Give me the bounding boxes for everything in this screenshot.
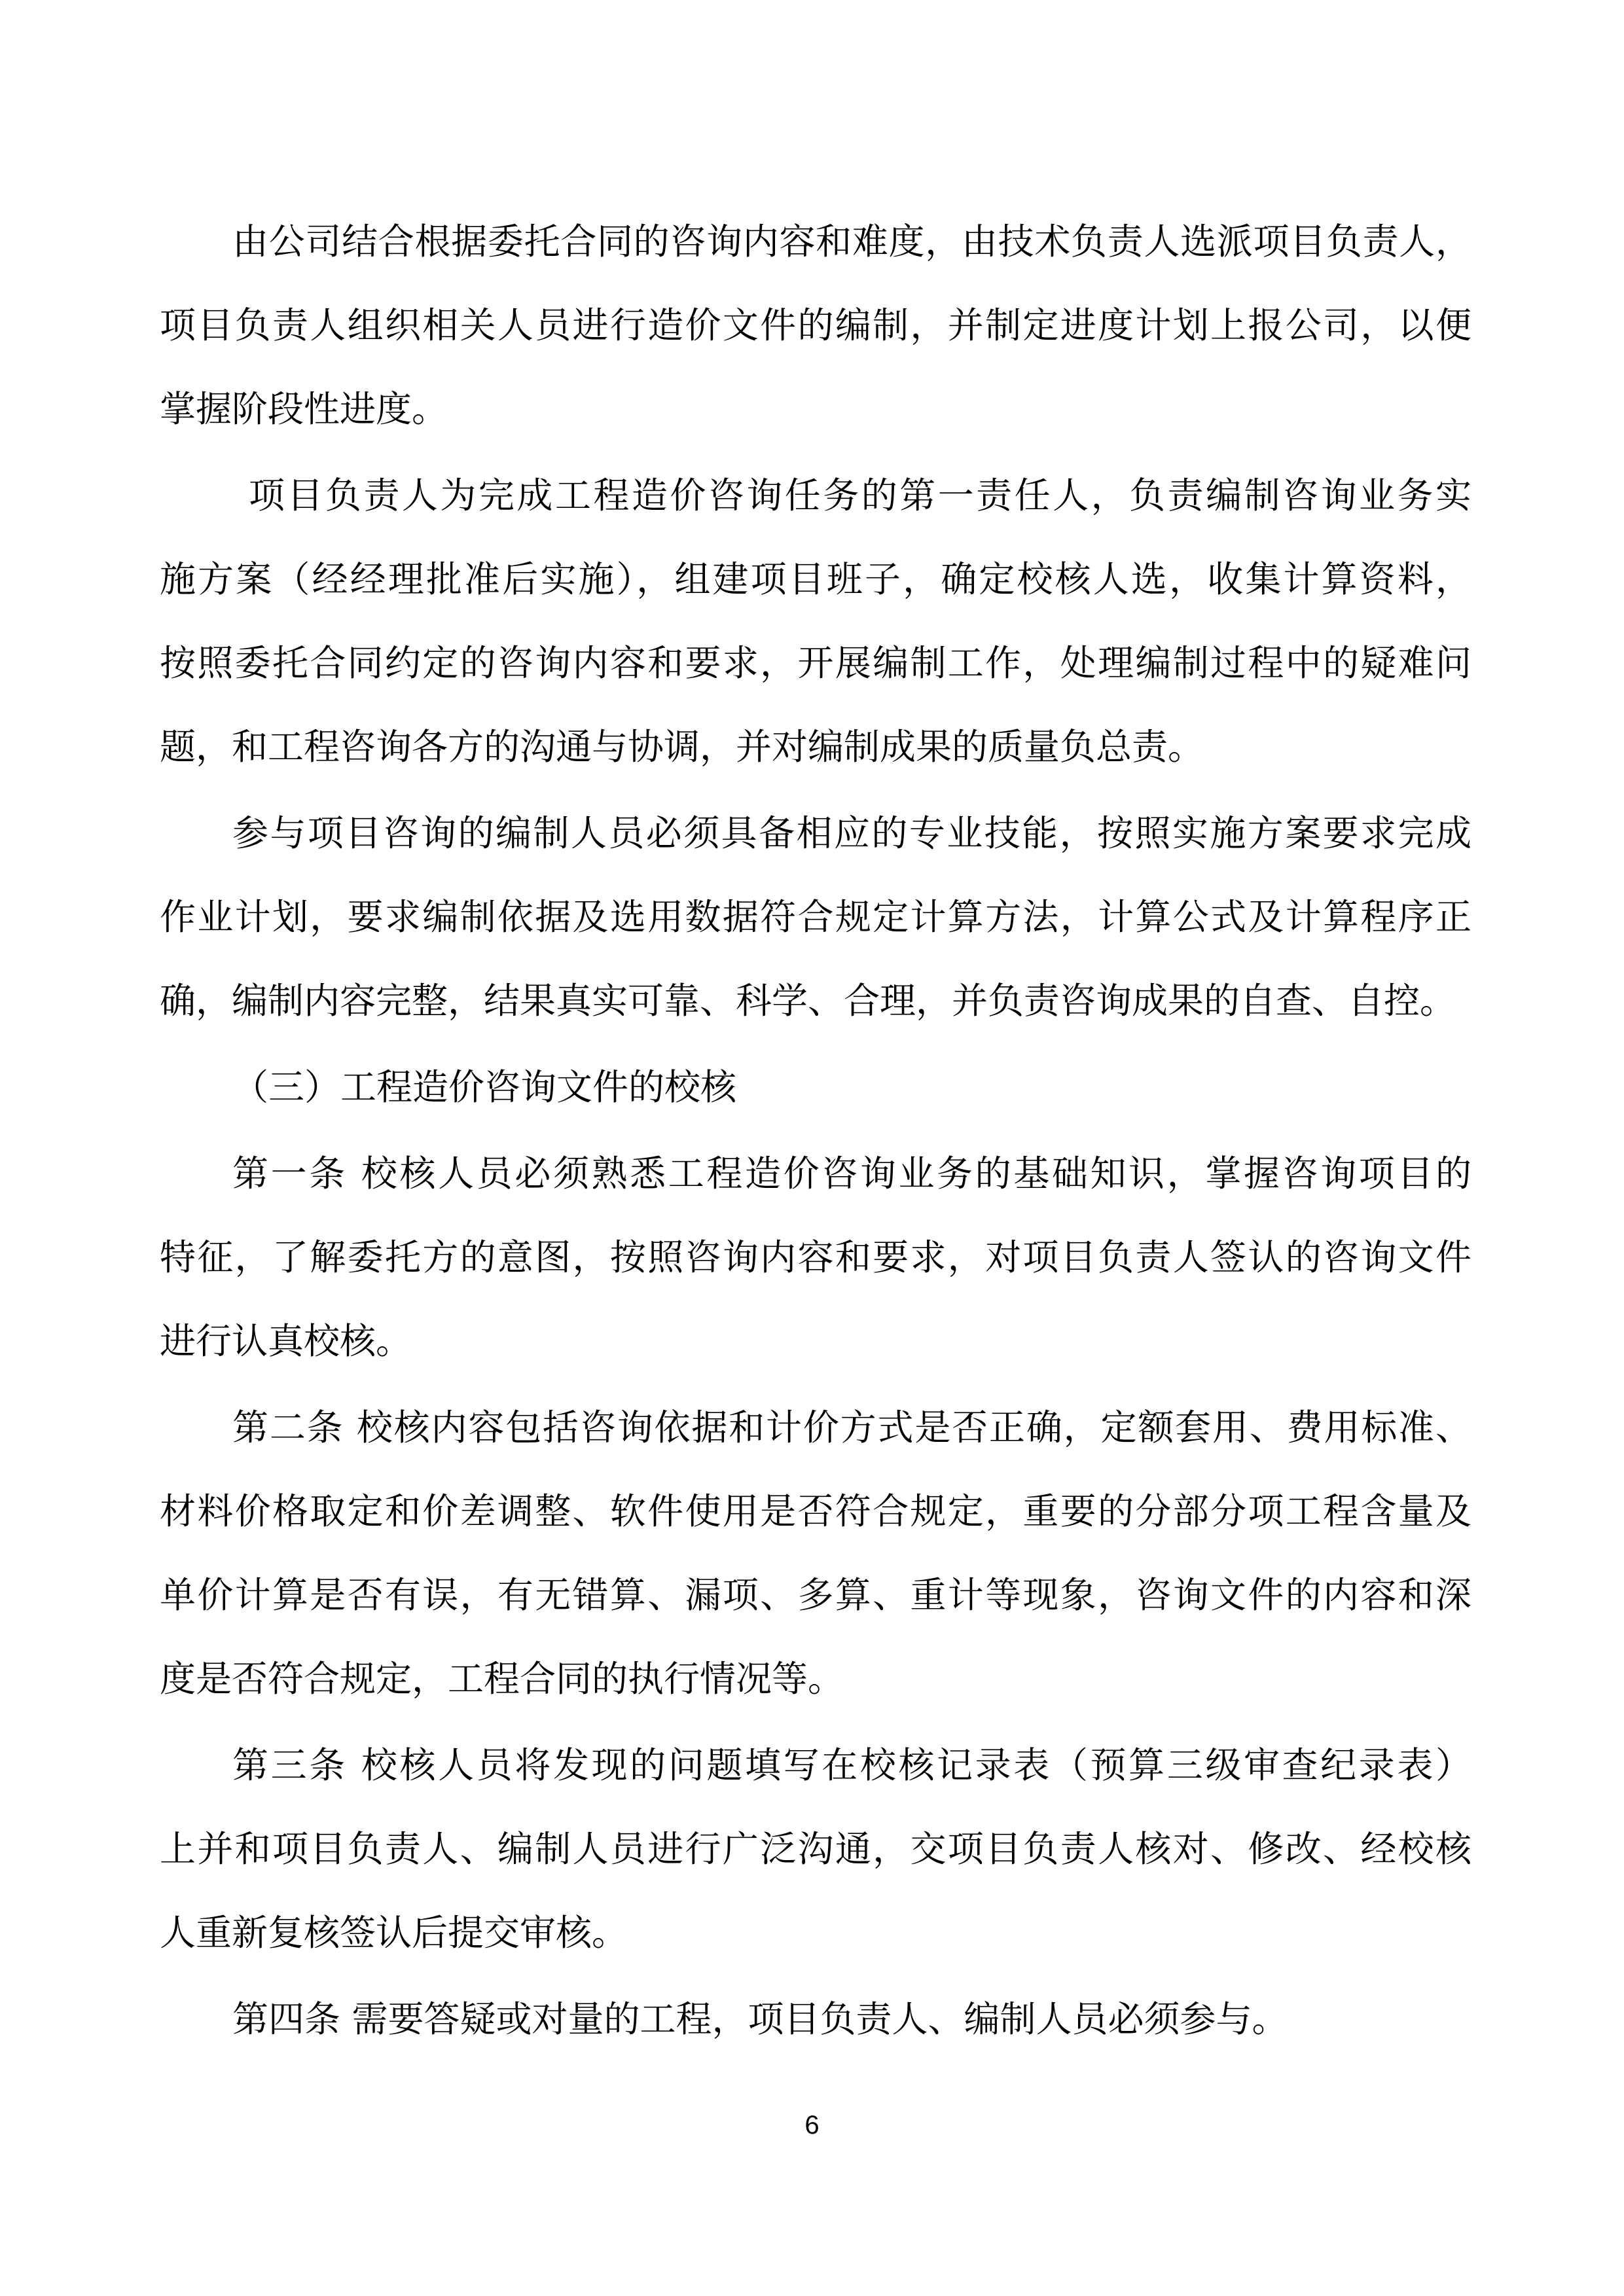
text-line: 度是否符合规定，工程合同的执行情况等。 [160, 1658, 844, 1700]
paragraph [160, 200, 1471, 451]
text-line: 施方案（经经理批准后实施），组建项目班子，确定校核人选，收集计算资料， [160, 558, 1471, 600]
paragraph [160, 1977, 1471, 2061]
text-line: （三）工程造价咨询文件的校核 [232, 1066, 737, 1108]
paragraph [160, 1723, 1471, 1975]
text-line: 按照委托合同约定的咨询内容和要求，开展编制工作，处理编制过程中的疑难问 [160, 642, 1471, 684]
text-line: 确，编制内容完整，结果真实可靠、科学、合理，并负责咨询成果的自查、自控。 [160, 980, 1456, 1022]
text-line: 第四条 需要答疑或对量的工程，项目负责人、编制人员必须参与。 [232, 1998, 1288, 2040]
paragraph [160, 1045, 1471, 1129]
text-line: 作业计划，要求编制依据及选用数据符合规定计算方法，计算公式及计算程序正 [160, 896, 1471, 938]
text-line: 第二条 校核内容包括咨询依据和计价方式是否正确，定额套用、费用标准、 [232, 1407, 1471, 1448]
text-line: 项目负责人组织相关人员进行造价文件的编制，并制定进度计划上报公司，以便 [160, 304, 1471, 346]
text-line: 掌握阶段性进度。 [160, 388, 448, 430]
text-line: 单价计算是否有误，有无错算、漏项、多算、重计等现象，咨询文件的内容和深 [160, 1574, 1471, 1616]
text-line: 人重新复核签认后提交审核。 [160, 1912, 628, 1954]
text-line: 上并和项目负责人、编制人员进行广泛沟通，交项目负责人核对、修改、经校核 [160, 1828, 1471, 1870]
text-line: 参与项目咨询的编制人员必须具备相应的专业技能，按照实施方案要求完成 [232, 812, 1471, 854]
paragraph [160, 1386, 1471, 1721]
text-line: 题，和工程咨询各方的沟通与协调，并对编制成果的质量负总责。 [160, 726, 1204, 768]
text-line: 材料价格取定和价差调整、软件使用是否符合规定，重要的分部分项工程含量及 [160, 1490, 1471, 1532]
text-line: 进行认真校核。 [160, 1320, 412, 1362]
text-line: 项目负责人为完成工程造价咨询任务的第一责任人，负责编制咨询业务实 [249, 475, 1471, 516]
paragraph [160, 1132, 1471, 1383]
text-line: 第三条 校核人员将发现的问题填写在校核记录表（预算三级审查纪录表） [232, 1744, 1471, 1786]
paragraph [160, 454, 1471, 789]
document-body [160, 200, 1471, 2064]
paragraph [160, 791, 1471, 1043]
page-number: 6 [804, 2111, 820, 2140]
text-line: 由公司结合根据委托合同的咨询内容和难度，由技术负责人选派项目负责人， [232, 221, 1471, 262]
text-line: 第一条 校核人员必须熟悉工程造价咨询业务的基础知识，掌握咨询项目的 [232, 1153, 1471, 1194]
text-line: 特征，了解委托方的意图，按照咨询内容和要求，对项目负责人签认的咨询文件 [160, 1236, 1471, 1278]
